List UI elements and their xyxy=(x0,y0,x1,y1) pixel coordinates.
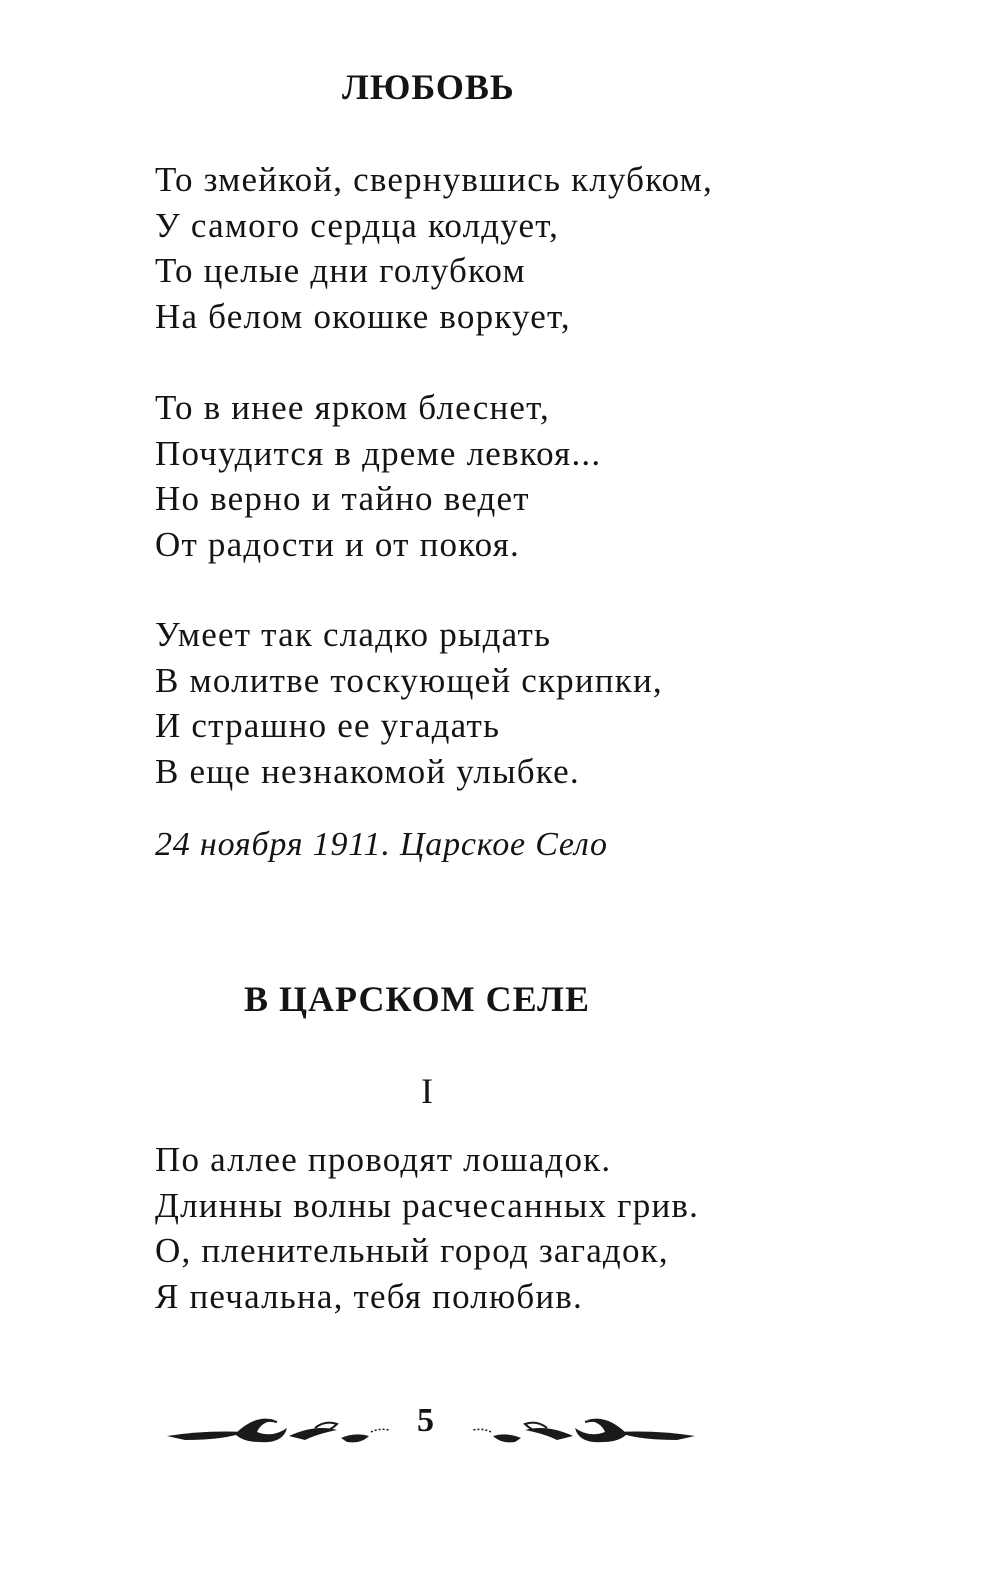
verse-line: В еще незнакомой улыбке. xyxy=(155,751,580,791)
verse-line: В молитве тоскующей скрипки, xyxy=(155,660,663,700)
verse-line: Длинны волны расчесанных грив. xyxy=(155,1185,700,1225)
verse-line: У самого сердца колдует, xyxy=(155,205,560,245)
verse-line: То в инее ярком блеснет, xyxy=(155,388,550,427)
poem-title: ЛЮБОВЬ xyxy=(342,67,515,107)
verse-line: Умеет так сладко рыдать xyxy=(155,615,552,654)
page-number: 5 xyxy=(417,1402,434,1439)
page-footer xyxy=(165,1398,695,1458)
flourish-ornament-icon xyxy=(165,1410,393,1450)
stanza xyxy=(155,157,713,339)
verse-line: На белом окошке воркует, xyxy=(155,296,571,336)
verse-line: Я печальна, тебя полюбив. xyxy=(155,1276,583,1316)
stanza xyxy=(155,612,663,794)
verse-line: И страшно ее угадать xyxy=(155,706,501,745)
stanza xyxy=(155,385,601,567)
poem-title: В ЦАРСКОМ СЕЛЕ xyxy=(244,979,590,1019)
verse-line: Почудится в дреме левкоя... xyxy=(155,433,602,473)
verse-line: То целые дни голубком xyxy=(155,251,526,290)
section-numeral: I xyxy=(421,1071,433,1111)
verse-line: О, пленительный город загадок, xyxy=(155,1231,669,1270)
poem-dateline: 24 ноября 1911. Царское Село xyxy=(155,826,608,863)
verse-line: То змейкой, свернувшись клубком, xyxy=(155,160,713,199)
verse-line: От радости и от покоя. xyxy=(155,524,520,564)
verse-line: По аллее проводят лошадок. xyxy=(155,1140,612,1179)
verse-line: Но верно и тайно ведет xyxy=(155,479,530,518)
flourish-ornament-icon xyxy=(469,1410,697,1450)
stanza xyxy=(155,1137,699,1319)
